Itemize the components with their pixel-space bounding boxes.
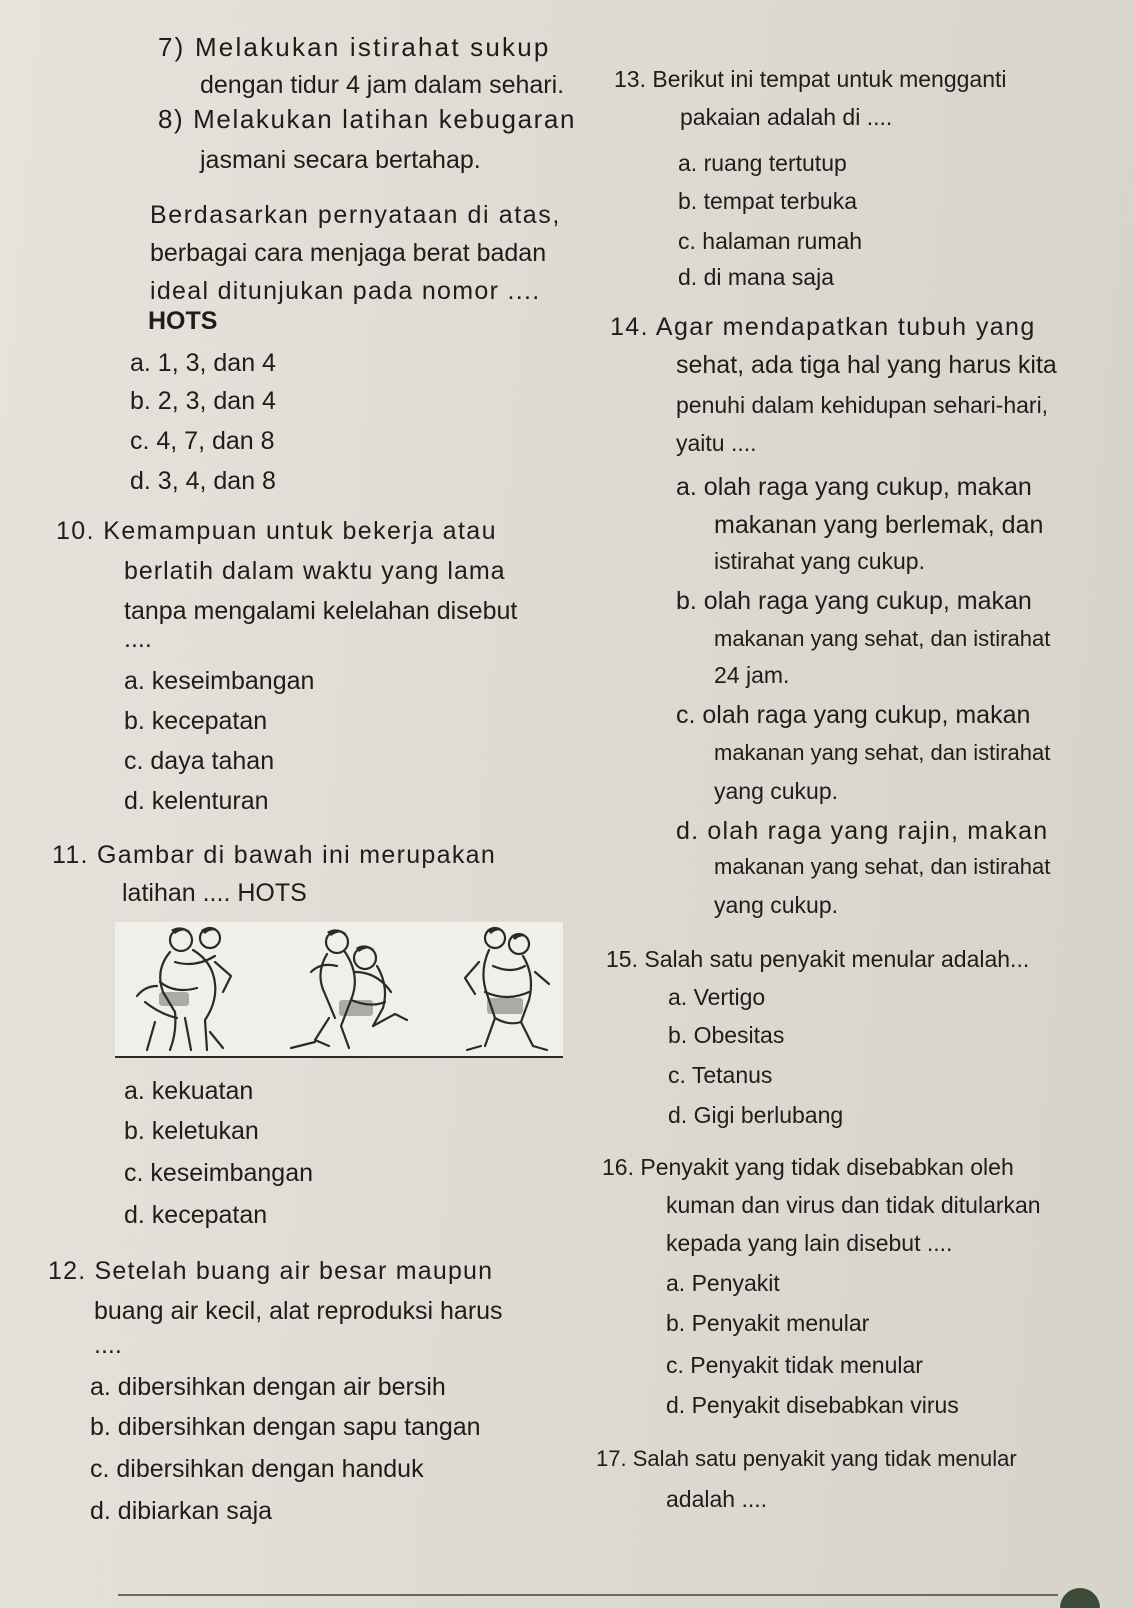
page-corner-tab — [1060, 1588, 1100, 1608]
q9-option-d: d. 3, 4, dan 8 — [130, 467, 276, 495]
q11-option-c: c. keseimbangan — [124, 1159, 314, 1187]
q15-option-a: a. Vertigo — [668, 984, 766, 1010]
q14-option-a-line-3: istirahat yang cukup. — [714, 548, 925, 574]
q16-option-b: b. Penyakit menular — [666, 1310, 870, 1336]
q13-option-d: d. di mana saja — [678, 264, 834, 290]
q14-option-b-line-3: 24 jam. — [714, 662, 790, 688]
q17-line-2: adalah .... — [666, 1486, 768, 1512]
q14-line-4: yaitu .... — [676, 430, 757, 456]
q9-option-b: b. 2, 3, dan 4 — [130, 387, 276, 415]
q14-option-d-line-3: yang cukup. — [714, 892, 839, 918]
q16-line-2: kuman dan virus dan tidak ditularkan — [666, 1192, 1041, 1218]
bottom-rule — [118, 1594, 1058, 1596]
wrestling-figure — [115, 922, 563, 1058]
q11-option-d: d. kecepatan — [124, 1201, 268, 1229]
q9-option-a: a. 1, 3, dan 4 — [130, 349, 276, 377]
q16-option-a: a. Penyakit — [666, 1270, 780, 1296]
q14-line-3: penuhi dalam kehidupan sehari-hari, — [676, 392, 1049, 418]
q12-option-a: a. dibersihkan dengan air bersih — [90, 1373, 446, 1401]
q17-line-1: 17. Salah satu penyakit yang tidak menular — [596, 1446, 1017, 1471]
q12-option-d: d. dibiarkan saja — [90, 1497, 273, 1525]
q10-option-c: c. daya tahan — [124, 747, 275, 775]
q14-option-d-line-1: d. olah raga yang rajin, makan — [676, 817, 1049, 845]
q12-option-c: c. dibersihkan dengan handuk — [90, 1455, 424, 1483]
q12-option-b: b. dibersihkan dengan sapu tangan — [90, 1413, 481, 1441]
q11-line-2: latihan .... HOTS — [122, 879, 307, 907]
q16-option-c: c. Penyakit tidak menular — [666, 1352, 923, 1378]
q13-option-b: b. tempat terbuka — [678, 188, 857, 214]
q14-option-c-line-3: yang cukup. — [714, 778, 839, 804]
q9-stem-line-1: Berdasarkan pernyataan di atas, — [150, 201, 561, 229]
q10-line-4: .... — [124, 625, 152, 653]
q9-stem-line-2: berbagai cara menjaga berat badan — [150, 239, 547, 267]
q15-line-1: 15. Salah satu penyakit menular adalah... — [606, 946, 1030, 972]
q15-option-d: d. Gigi berlubang — [668, 1102, 844, 1128]
q10-line-2: berlatih dalam waktu yang lama — [124, 557, 506, 585]
q10-line-1: 10. Kemampuan untuk bekerja atau — [56, 517, 497, 545]
q13-line-2: pakaian adalah di .... — [680, 104, 893, 130]
q12-line-2: buang air kecil, alat reproduksi harus — [94, 1297, 503, 1325]
q11-line-1: 11. Gambar di bawah ini merupakan — [52, 841, 497, 869]
q13-line-1: 13. Berikut ini tempat untuk mengganti — [614, 66, 1007, 92]
q13-option-c: c. halaman rumah — [678, 228, 863, 254]
item-7-line-1: 7) Melakukan istirahat sukup — [158, 32, 551, 62]
q9-hots-tag: HOTS — [148, 307, 218, 335]
q14-option-c-line-2: makanan yang sehat, dan istirahat — [714, 740, 1051, 765]
q14-line-1: 14. Agar mendapatkan tubuh yang — [610, 313, 1036, 341]
item-7-line-2: dengan tidur 4 jam dalam sehari. — [200, 71, 565, 99]
q10-line-3: tanpa mengalami kelelahan disebut — [124, 597, 518, 625]
item-8-line-1: 8) Melakukan latihan kebugaran — [158, 104, 577, 134]
q14-line-2: sehat, ada tiga hal yang harus kita — [676, 351, 1057, 379]
q13-option-a: a. ruang tertutup — [678, 150, 847, 176]
q15-option-c: c. Tetanus — [668, 1062, 773, 1088]
wrestling-figure-icon — [115, 922, 563, 1056]
q16-option-d: d. Penyakit disebabkan virus — [666, 1392, 959, 1418]
q14-option-a-line-2: makanan yang berlemak, dan — [714, 511, 1044, 539]
q12-line-1: 12. Setelah buang air besar maupun — [48, 1257, 494, 1285]
q11-option-a: a. kekuatan — [124, 1077, 254, 1105]
q9-option-c: c. 4, 7, dan 8 — [130, 427, 275, 455]
item-8-line-2: jasmani secara bertahap. — [200, 146, 481, 174]
q14-option-c-line-1: c. olah raga yang cukup, makan — [676, 701, 1031, 729]
q12-line-3: .... — [94, 1331, 122, 1359]
q14-option-a-line-1: a. olah raga yang cukup, makan — [676, 473, 1032, 501]
q16-line-1: 16. Penyakit yang tidak disebabkan oleh — [602, 1154, 1014, 1180]
q14-option-d-line-2: makanan yang sehat, dan istirahat — [714, 854, 1051, 879]
q10-option-a: a. keseimbangan — [124, 667, 315, 695]
q9-stem-line-3: ideal ditunjukan pada nomor .... — [150, 277, 541, 305]
q10-option-d: d. kelenturan — [124, 787, 269, 815]
q16-line-3: kepada yang lain disebut .... — [666, 1230, 953, 1256]
q11-option-b: b. keletukan — [124, 1117, 259, 1145]
q14-option-b-line-1: b. olah raga yang cukup, makan — [676, 587, 1032, 615]
q14-option-b-line-2: makanan yang sehat, dan istirahat — [714, 626, 1051, 651]
q10-option-b: b. kecepatan — [124, 707, 268, 735]
q15-option-b: b. Obesitas — [668, 1022, 785, 1048]
